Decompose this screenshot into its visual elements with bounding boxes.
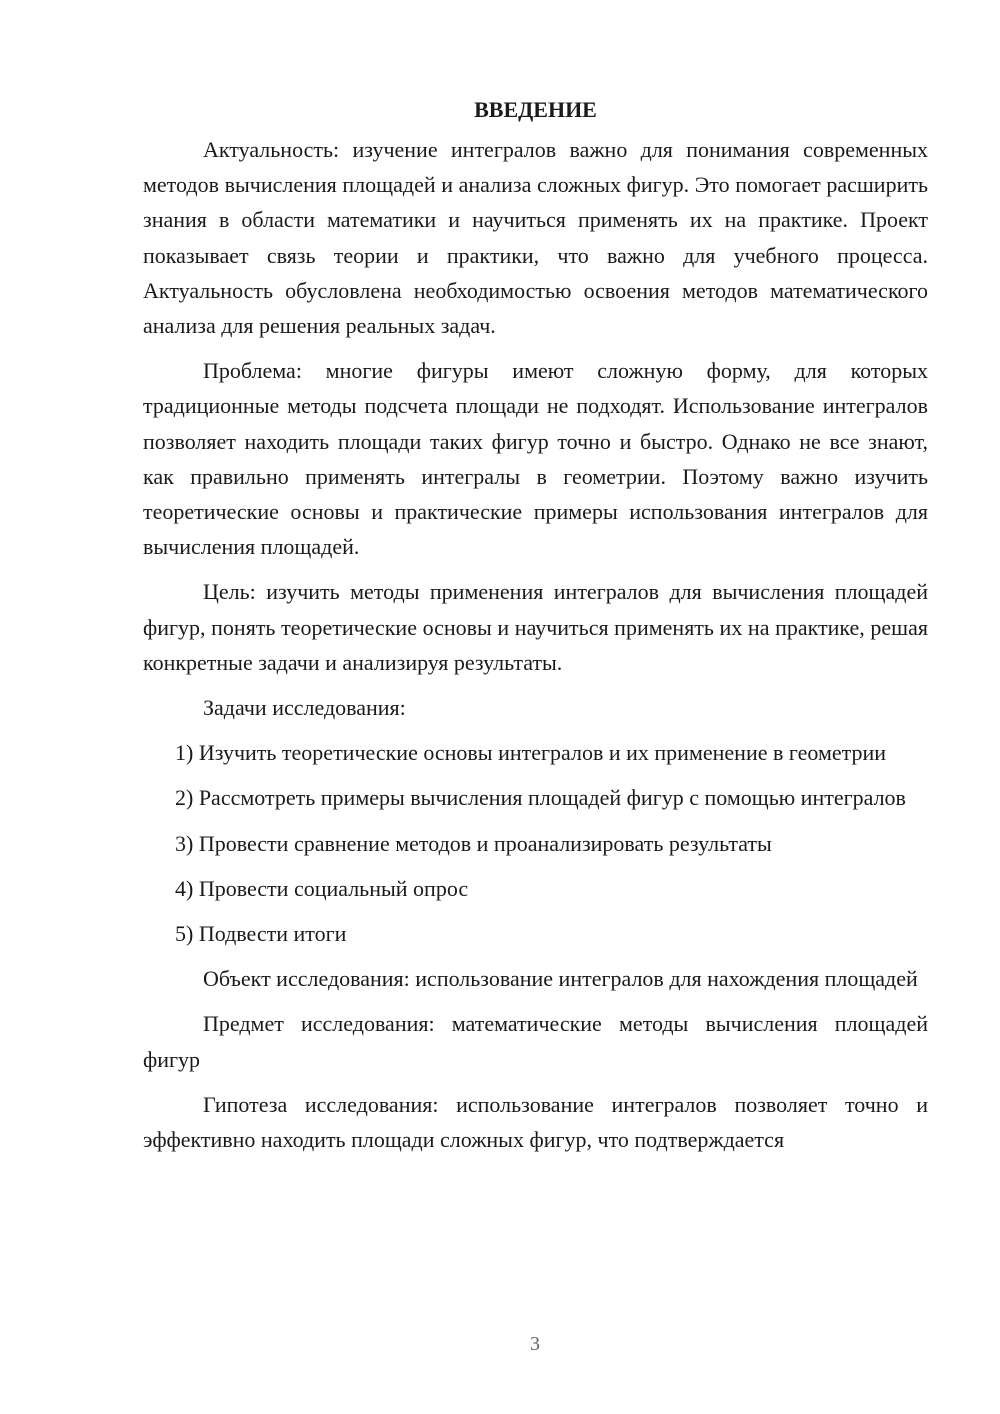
paragraph-object: Объект исследования: использование интегралов для нахождения площадей bbox=[203, 966, 918, 992]
paragraph-hypothesis: Гипотеза исследования: использование интегралов позволяет точно и эффективно находить площади сложных фигур, что подтверждается bbox=[143, 1091, 928, 1153]
paragraph-subject: Предмет исследования: математические методы вычисления площадей фигур bbox=[143, 1011, 928, 1072]
section-title: ВВЕДЕНИЕ bbox=[474, 97, 597, 122]
task-item-4: 4) Провести социальный опрос bbox=[175, 875, 469, 901]
paragraph-goal: Цель: изучить методы применения интегралов для вычисления площадей фигур, понять теоретические основы и научиться применять их на практике, решая конкретные задачи и анализируя результаты. bbox=[143, 579, 928, 675]
page-number: 3 bbox=[530, 1333, 540, 1355]
paragraph-problem: Проблема: многие фигуры имеют сложную форму, для которых традиционные методы подсчета площади не подходят. Использование интегралов позволяет находить площади таких фигур точно и быстро. Однако не все знают, как правильно применять интегралы в геометрии. Поэтому важно изучить теоретические основы и практические примеры использования интегралов для вычисления площадей. bbox=[143, 358, 928, 560]
document-page bbox=[143, 94, 928, 1167]
task-item-5: 5) Подвести итоги bbox=[175, 921, 347, 947]
paragraph-relevance: Актуальность: изучение интегралов важно для понимания современных методов вычисления площадей и анализа сложных фигур. Это помогает расширить знания в области математики и научиться применять их на практике. Проект показывает связь теории и практики, что важно для учебного процесса. Актуальность обусловлена необходимостью освоения методов математического анализа для решения реальных задач. bbox=[143, 137, 928, 339]
paragraph-tasks-heading: Задачи исследования: bbox=[203, 695, 406, 721]
task-item-3: 3) Провести сравнение методов и проанализировать результаты bbox=[175, 830, 772, 856]
task-item-2: 2) Рассмотреть примеры вычисления площадей фигур с помощью интегралов bbox=[175, 785, 906, 811]
task-item-1: 1) Изучить теоретические основы интегралов и их применение в геометрии bbox=[175, 740, 887, 766]
